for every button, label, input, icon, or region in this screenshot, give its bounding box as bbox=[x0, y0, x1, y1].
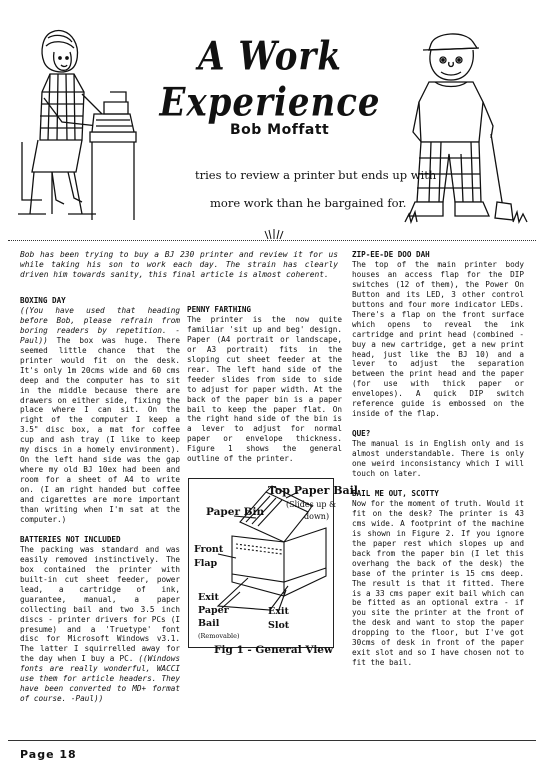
label-flap: Flap bbox=[194, 558, 218, 569]
typist-cartoon bbox=[12, 22, 137, 227]
label-slot: Slot bbox=[268, 620, 290, 631]
paragraph-penny-farthing: The printer is the now quite familiar 'sit up and beg' design. Paper (A4 portrait or landscape, or A3 portrait) fits in the sloping cut sheet feeder at the rear. The left hand side of the feeder slides from side to side to adjust for paper width. At the back of the paper bin is a paper bail to keep the paper flat. On the right hand side of the bin is a lever to adjust for normal paper or envelope thickness. Figure 1 shows the general outline of the printer. bbox=[187, 314, 342, 464]
heading-que: QUE? bbox=[352, 429, 371, 439]
label-slides-up: (Slides up & bbox=[286, 500, 337, 509]
paragraph-boxing-day: ((You have used that heading before Bob, please refrain from boring readers by repetition. -Paul)) The box was huge. There seemed little chance that the printer would fit on the desk. It's only 1m 20cms wide and 60 cms deep and the computer has to sit in the middle because there are drawers on either side, fixing the place where I can sit. On the right of the computer I keep a 3.5" disc box, a mat for coffee cup and ash tray (I like to keep my discs in a homely environment). On the left hand side was the gap where my old BJ 10ex had been and room for a sheet of A4 to write on. (I am right handed but coffee and cigarettes are more important than writing when I'm sat at the computer.) bbox=[20, 305, 180, 524]
column-3 bbox=[352, 250, 524, 668]
label-bail: Bail bbox=[198, 618, 220, 629]
heading-boxing-day: BOXING DAY bbox=[20, 296, 66, 305]
label-paper: Paper bbox=[198, 605, 229, 616]
editor-note: ((Windows fonts are really wonderful, WACCI use them for article headers. They have been converted to MD+ format of course. -Paul)) bbox=[20, 654, 180, 704]
paragraph-bail-me-out: Now for the moment of truth. Would it fit on the desk? The printer is 43 cms wide. A footprint of the machine is shown in Figure 2. If you ignore the paper rest which slopes up and back from the paper bin (I let this overhang the back of the desk) the base of the printer is 15 cms deep. The result is that it fitted. There is a 33 cms paper exit bail which can be fitted as an optional extra - if you site the printer at the front of the desk and want to stop the paper dropping to the floor, but I've got 30cms of desk in front of the paper exit slot and so I have chosen not to fit the bail. bbox=[352, 498, 524, 668]
article-subtitle-line2: more work than he bargained for. bbox=[210, 196, 407, 210]
header-divider bbox=[8, 240, 536, 241]
heading-bail-me-out: BAIL ME OUT, SCOTTY bbox=[352, 488, 439, 498]
article-subtitle-line1: tries to review a printer but ends up with bbox=[195, 168, 437, 182]
label-removable: (Removable) bbox=[198, 632, 240, 640]
paragraph-que: The manual is in English only and is almost understandable. There is only one weird inconsistancy which I will touch on later. bbox=[352, 439, 524, 479]
intro-paragraph: Bob has been trying to buy a BJ 230 printer and review it for us while taking his son to work each day. The strain has clearly driven him towards sanity, this final article is almost coherent. bbox=[20, 250, 338, 280]
label-top-paper-bail: Top Paper Bail bbox=[268, 484, 358, 497]
paragraph-batteries: The packing was standard and was easily removed instinctively. The box contained the printer with built-in cut sheet feeder, power lead, a cartridge of ink, guarantee, manual, a paper collecting bail and two 3.5 inch discs - printer drivers for PCs (I presume) and a 'Truetype' font disc for Microsoft Windows v3.1. The latter I squirrelled away for the day when I buy a PC. ((Windows fonts are really wonderful, WACCI use them for article headers. They have been converted to MD+ format of course. -Paul)) bbox=[20, 544, 180, 704]
article-title: A Work Experience bbox=[159, 34, 381, 126]
label-front: Front bbox=[194, 544, 224, 555]
footer-divider bbox=[8, 740, 536, 741]
label-paper-bin: Paper Bin bbox=[206, 506, 265, 518]
label-exit-2: Exit bbox=[268, 606, 289, 617]
heading-zip-ee-de: ZIP-EE-DE DOO DAH bbox=[352, 250, 430, 259]
paragraph-zip-ee-de: The top of the main printer body houses an access flap for the DIP switches (12 of them), the Power On Button and its LED, 3 other control buttons and four more indicator LEDs. There's a flap on the front surface which opens to reveal the ink cartridge and print head (combined - buy a new cartridge, get a new print head, just like the BJ 10) and a lever to adjust the separation between the print head and the paper (for use with thick paper or envelopes). A quick DIP switch reference guide is embossed on the inside of the flap. bbox=[352, 259, 524, 419]
figure-caption: Fig 1 - General View bbox=[214, 644, 334, 656]
heading-penny-farthing: PENNY FARTHING bbox=[187, 305, 252, 314]
column-2 bbox=[187, 305, 342, 464]
article-author: Bob Moffatt bbox=[230, 122, 330, 138]
page-number: Page 18 bbox=[20, 748, 77, 761]
column-1 bbox=[20, 296, 180, 704]
editor-note: ((You have used that heading before Bob, please refrain from boring readers by repetition. -Paul)) bbox=[20, 305, 180, 345]
sun-ornament-icon bbox=[262, 226, 286, 240]
label-down: down) bbox=[304, 512, 330, 521]
label-exit-1: Exit bbox=[198, 592, 219, 603]
heading-batteries: BATTERIES NOT INCLUDED bbox=[20, 534, 121, 544]
